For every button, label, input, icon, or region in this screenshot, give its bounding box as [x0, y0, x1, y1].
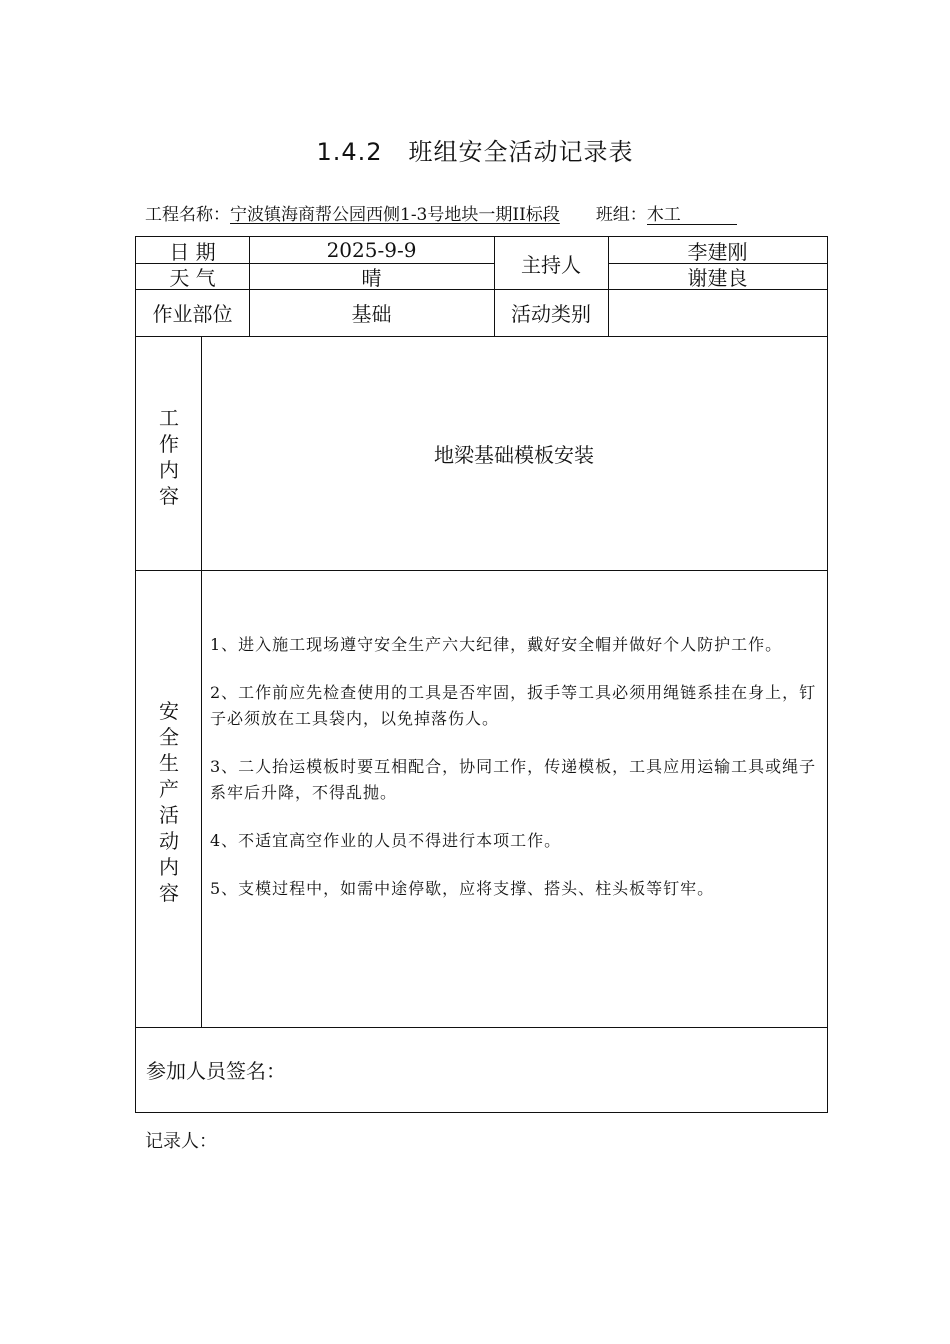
project-line — [145, 200, 737, 225]
host-name-2: 谢建良 — [687, 265, 748, 290]
safety-rule: 1、进入施工现场遵守安全生产六大纪律，戴好安全帽并做好个人防护工作。 — [210, 635, 783, 654]
signature-label: 参加人员签名： — [146, 1059, 286, 1083]
title-text: 班组安全活动记录表 — [408, 138, 634, 166]
date-value: 2025-9-9 — [326, 238, 417, 262]
row-divider — [136, 570, 827, 571]
page-title — [0, 132, 950, 167]
team-value: 木工 — [647, 206, 737, 225]
team-label: 班组： — [595, 205, 647, 225]
category-value — [608, 289, 827, 336]
recorder-label: 记录人： — [145, 1131, 217, 1152]
work-content-value: 地梁基础模板安装 — [434, 442, 594, 467]
activity-record-table — [135, 236, 828, 1113]
safety-rule: 2、工作前应先检查使用的工具是否牢固，扳手等工具必须用绳链系挂在身上，钉子必须放在工具袋内，以免掉落伤人。 — [210, 683, 817, 728]
safety-rule: 4、不适宜高空作业的人员不得进行本项工作。 — [210, 831, 562, 850]
location-value: 基础 — [351, 302, 392, 326]
project-label: 工程名称： — [145, 205, 230, 225]
host-label: 主持人 — [521, 252, 581, 277]
location-label: 作业部位 — [152, 302, 233, 326]
category-label: 活动类别 — [511, 302, 591, 326]
title-number: 1.4.2 — [316, 138, 383, 166]
weather-label: 天 气 — [169, 265, 216, 290]
work-content-label: 工作内容 — [159, 406, 179, 508]
safety-rule: 3、二人抬运模板时要互相配合，协同工作，传递模板，工具应用运输工具或绳子系牢后升降，不得乱抛。 — [210, 757, 817, 802]
host-name-1: 李建刚 — [687, 239, 748, 264]
weather-value: 晴 — [361, 265, 382, 290]
safety-rule: 5、支模过程中，如需中途停歇，应将支撑、搭头、柱头板等钉牢。 — [210, 879, 715, 898]
project-name: 宁波镇海商帮公园西侧1-3号地块一期II标段 — [230, 205, 560, 225]
safety-rules-list — [210, 632, 820, 924]
safety-content-label: 安全生产活动内容 — [159, 699, 179, 905]
date-label: 日 期 — [169, 239, 216, 264]
